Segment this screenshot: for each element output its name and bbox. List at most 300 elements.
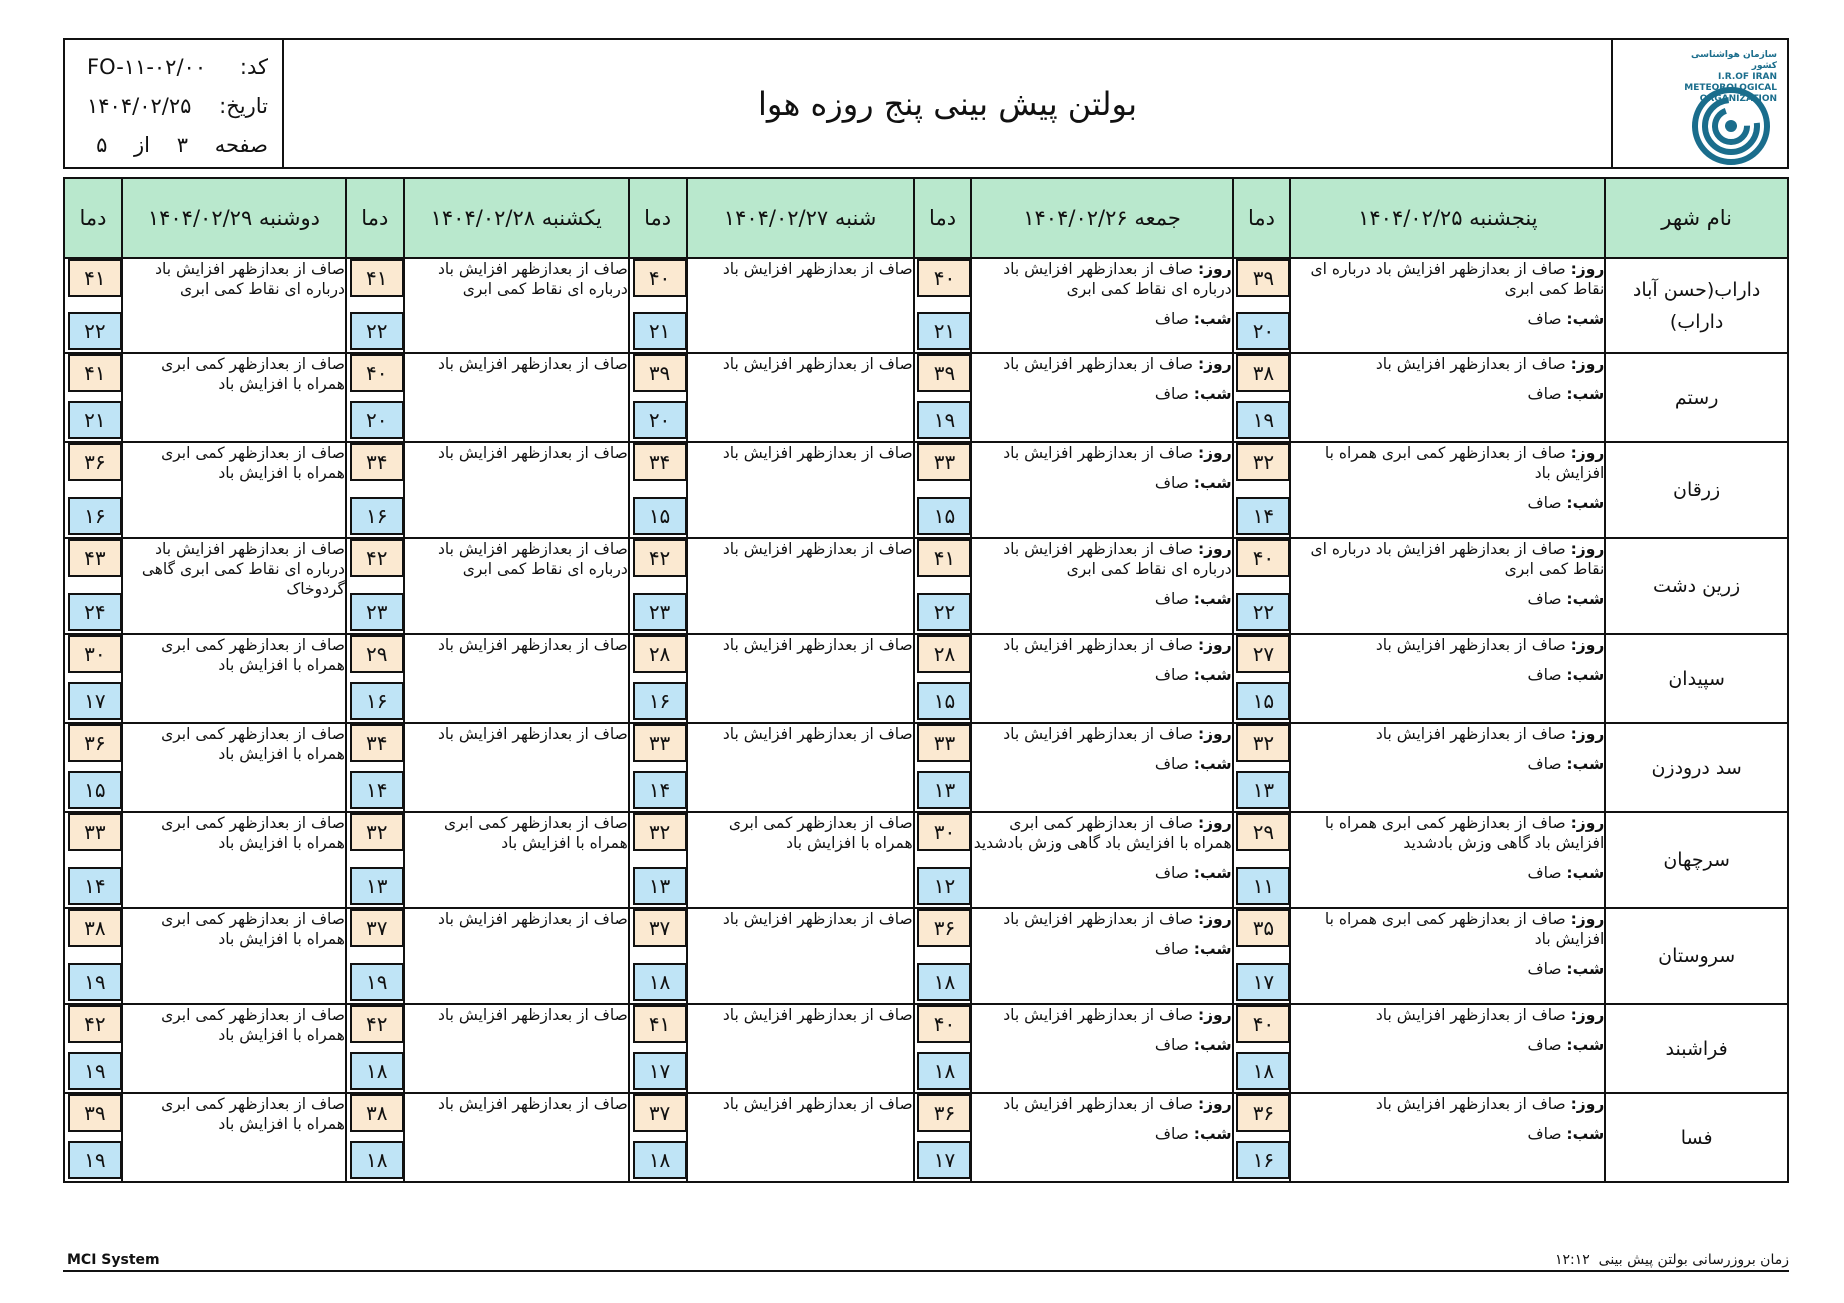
temperature-pair — [630, 724, 686, 809]
day-forecast — [1291, 259, 1604, 299]
night-forecast-text: صاف — [1527, 310, 1562, 328]
day-label: روز: — [1197, 636, 1232, 654]
max-temperature: ۳۹ — [68, 1094, 122, 1132]
max-temperature: ۴۳ — [68, 539, 122, 577]
temperature-pair — [915, 539, 971, 631]
min-temperature: ۱۸ — [917, 1052, 971, 1090]
max-temperature: ۳۳ — [917, 724, 971, 762]
forecast-description — [687, 442, 914, 538]
day-forecast-text: صاف از بعدازظهر افزایش باد — [1375, 355, 1566, 373]
temperature-cell — [914, 1004, 972, 1093]
night-label: شب: — [1193, 940, 1232, 958]
day-forecast — [1291, 724, 1604, 744]
min-temperature: ۱۲ — [917, 867, 971, 905]
temperature-cell — [1233, 538, 1291, 634]
night-forecast — [1291, 1124, 1604, 1144]
min-temperature: ۱۹ — [68, 1141, 122, 1179]
temperature-cell — [1233, 1004, 1291, 1093]
page-title: بولتن پیش بینی پنج روزه هوا — [758, 84, 1137, 123]
min-temperature: ۱۸ — [633, 963, 687, 1001]
temperature-cell — [346, 1004, 404, 1093]
meteorological-organization-logo-icon — [1691, 86, 1771, 166]
forecast-description — [687, 258, 914, 353]
night-forecast-text: صاف — [1154, 1036, 1189, 1054]
max-temperature: ۳۸ — [68, 909, 122, 947]
temperature-pair — [1234, 813, 1290, 905]
max-temperature: ۲۹ — [1236, 813, 1290, 851]
max-temperature: ۳۶ — [917, 909, 971, 947]
max-temperature: ۳۶ — [68, 724, 122, 762]
min-temperature: ۲۰ — [633, 401, 687, 439]
forecast-description — [122, 723, 346, 812]
system-name: MCI System — [67, 1252, 160, 1268]
temperature-pair — [347, 354, 403, 439]
temperature-cell — [64, 1093, 122, 1182]
temp-column-header: دما — [1233, 178, 1291, 258]
max-temperature: ۲۷ — [1236, 635, 1290, 673]
min-temperature: ۱۷ — [633, 1052, 687, 1090]
day-forecast-text: صاف از بعدازظهر افزایش باد — [1375, 725, 1566, 743]
city-name: فسا — [1605, 1093, 1788, 1182]
min-temperature: ۱۵ — [917, 682, 971, 720]
day-night-forecast — [1291, 259, 1604, 329]
min-temperature: ۱۸ — [350, 1052, 404, 1090]
temperature-pair — [630, 1005, 686, 1090]
day-label: روز: — [1197, 355, 1232, 373]
temperature-pair — [347, 259, 403, 350]
night-forecast — [972, 384, 1231, 404]
day-label: روز: — [1570, 355, 1605, 373]
temperature-cell — [914, 538, 972, 634]
night-label: شب: — [1193, 385, 1232, 403]
logo-text: سازمان هواشناسی کشور I.R.OF IRAN METEOROLOGICAL ORGANIZATION — [1684, 50, 1777, 104]
day-forecast — [972, 259, 1231, 299]
temperature-cell — [629, 634, 687, 723]
temperature-pair — [915, 635, 971, 720]
min-temperature: ۱۱ — [1236, 867, 1290, 905]
max-temperature: ۳۲ — [1236, 443, 1290, 481]
night-label: شب: — [1566, 494, 1605, 512]
forecast-description — [122, 538, 346, 634]
min-temperature: ۲۲ — [917, 593, 971, 631]
temperature-pair — [65, 1094, 121, 1179]
min-temperature: ۱۶ — [350, 497, 404, 535]
forecast-text: صاف از بعدازظهر افزایش باد — [722, 636, 913, 654]
forecast-text: صاف از بعدازظهر افزایش باد — [722, 1095, 913, 1113]
temperature-cell — [346, 538, 404, 634]
temperature-cell — [64, 258, 122, 353]
max-temperature: ۴۲ — [350, 1005, 404, 1043]
day-label: روز: — [1570, 910, 1605, 928]
day-forecast-text: صاف از بعدازظهر کمی ابری همراه با افزایش باد — [1324, 910, 1605, 948]
min-temperature: ۱۸ — [633, 1141, 687, 1179]
night-forecast — [1291, 493, 1604, 513]
max-temperature: ۴۰ — [1236, 1005, 1290, 1043]
temperature-cell — [346, 634, 404, 723]
forecast-text: صاف از بعدازظهر افزایش باد — [437, 636, 628, 654]
temperature-pair — [347, 635, 403, 720]
night-label: شب: — [1566, 590, 1605, 608]
city-name: سروستان — [1605, 908, 1788, 1004]
day-label: روز: — [1570, 444, 1605, 462]
day-forecast — [1291, 1094, 1604, 1114]
min-temperature: ۱۹ — [1236, 401, 1290, 439]
temperature-cell — [64, 634, 122, 723]
max-temperature: ۳۹ — [917, 354, 971, 392]
max-temperature: ۳۰ — [917, 813, 971, 851]
night-label: شب: — [1566, 666, 1605, 684]
temperature-pair — [1234, 539, 1290, 631]
min-temperature: ۱۴ — [1236, 497, 1290, 535]
min-temperature: ۱۵ — [633, 497, 687, 535]
max-temperature: ۳۹ — [633, 354, 687, 392]
temperature-cell — [1233, 634, 1291, 723]
day-forecast-text: صاف از بعدازظهر افزایش باد — [1003, 725, 1193, 743]
night-forecast — [972, 1035, 1231, 1055]
min-temperature: ۱۵ — [1236, 682, 1290, 720]
day-forecast — [972, 354, 1231, 374]
forecast-description — [1290, 353, 1605, 442]
temperature-pair — [1234, 1094, 1290, 1179]
max-temperature: ۴۲ — [350, 539, 404, 577]
night-forecast-text: صاف — [1527, 960, 1562, 978]
temperature-cell — [914, 442, 972, 538]
temperature-cell — [64, 1004, 122, 1093]
day-label: روز: — [1197, 814, 1232, 832]
max-temperature: ۳۲ — [350, 813, 404, 851]
day-forecast — [972, 539, 1231, 579]
forecast-description — [687, 812, 914, 908]
max-temperature: ۴۰ — [350, 354, 404, 392]
temp-column-header: دما — [914, 178, 972, 258]
temperature-cell — [914, 258, 972, 353]
min-temperature: ۱۸ — [1236, 1052, 1290, 1090]
city-name: سد درودزن — [1605, 723, 1788, 812]
night-forecast — [972, 939, 1231, 959]
date-label: تاریخ: — [219, 94, 268, 118]
day-label: روز: — [1570, 260, 1605, 278]
max-temperature: ۳۷ — [633, 909, 687, 947]
night-forecast — [1291, 589, 1604, 609]
night-label: شب: — [1193, 474, 1232, 492]
night-forecast-text: صاف — [1154, 864, 1189, 882]
table-row — [64, 442, 1788, 538]
max-temperature: ۳۲ — [633, 813, 687, 851]
night-forecast — [1291, 959, 1604, 979]
forecast-text: صاف از بعدازظهر افزایش باد — [722, 1006, 913, 1024]
forecast-text: صاف از بعدازظهر افزایش باد درباره ای نقاط کمی ابری گاهی گردوخاک — [141, 540, 345, 598]
max-temperature: ۳۶ — [68, 443, 122, 481]
min-temperature: ۱۷ — [1236, 963, 1290, 1001]
day-forecast-text: صاف از بعدازظهر کمی ابری همراه با افزایش باد — [1324, 444, 1605, 482]
forecast-description — [1290, 442, 1605, 538]
day-forecast — [1291, 635, 1604, 655]
min-temperature: ۲۰ — [350, 401, 404, 439]
temperature-pair — [65, 813, 121, 905]
day-night-forecast — [972, 635, 1231, 685]
forecast-description — [1290, 258, 1605, 353]
min-temperature: ۱۶ — [350, 682, 404, 720]
day-column-header: پنجشنبه ۱۴۰۴/۰۲/۲۵ — [1290, 178, 1605, 258]
forecast-description — [404, 1004, 629, 1093]
temperature-cell — [346, 723, 404, 812]
table-body — [64, 258, 1788, 1182]
night-label: شب: — [1566, 960, 1605, 978]
forecast-text: صاف از بعدازظهر کمی ابری همراه با افزایش باد — [161, 1095, 345, 1133]
min-temperature: ۱۶ — [68, 497, 122, 535]
max-temperature: ۳۳ — [917, 443, 971, 481]
forecast-text: صاف از بعدازظهر افزایش باد — [437, 355, 628, 373]
night-forecast — [972, 863, 1231, 883]
temperature-cell — [629, 1093, 687, 1182]
forecast-description — [404, 353, 629, 442]
min-temperature: ۱۹ — [917, 401, 971, 439]
forecast-description — [1290, 812, 1605, 908]
day-label: روز: — [1570, 1095, 1605, 1113]
day-forecast-text: صاف از بعدازظهر افزایش باد — [1003, 1006, 1193, 1024]
min-temperature: ۱۵ — [917, 497, 971, 535]
temperature-pair — [630, 813, 686, 905]
temperature-pair — [1234, 443, 1290, 535]
day-forecast — [1291, 354, 1604, 374]
table-row — [64, 1093, 1788, 1182]
day-night-forecast — [972, 1005, 1231, 1055]
temperature-pair — [65, 354, 121, 439]
forecast-description — [1290, 538, 1605, 634]
forecast-description — [687, 1093, 914, 1182]
max-temperature: ۴۲ — [633, 539, 687, 577]
forecast-description — [971, 812, 1232, 908]
forecast-description — [1290, 723, 1605, 812]
day-forecast — [972, 635, 1231, 655]
temperature-cell — [914, 812, 972, 908]
temperature-pair — [1234, 354, 1290, 439]
city-name: زرین دشت — [1605, 538, 1788, 634]
day-forecast-text: صاف از بعدازظهر افزایش باد — [1375, 1006, 1566, 1024]
temperature-pair — [630, 443, 686, 535]
min-temperature: ۲۱ — [917, 312, 971, 350]
temperature-pair — [630, 354, 686, 439]
forecast-text: صاف از بعدازظهر کمی ابری همراه با افزایش باد — [161, 814, 345, 852]
max-temperature: ۳۵ — [1236, 909, 1290, 947]
date-value: ۱۴۰۴/۰۲/۲۵ — [87, 94, 192, 118]
night-forecast-text: صاف — [1527, 864, 1562, 882]
min-temperature: ۲۳ — [633, 593, 687, 631]
night-forecast — [1291, 754, 1604, 774]
forecast-description — [1290, 1004, 1605, 1093]
forecast-text: صاف از بعدازظهر افزایش باد درباره ای نقاط کمی ابری — [437, 540, 628, 578]
temperature-pair — [65, 635, 121, 720]
temperature-pair — [347, 909, 403, 1001]
night-forecast-text: صاف — [1154, 755, 1189, 773]
min-temperature: ۱۷ — [917, 1141, 971, 1179]
day-forecast — [1291, 1005, 1604, 1025]
day-column-header: شنبه ۱۴۰۴/۰۲/۲۷ — [687, 178, 914, 258]
forecast-description — [404, 723, 629, 812]
night-label: شب: — [1566, 1125, 1605, 1143]
temperature-cell — [1233, 1093, 1291, 1182]
forecast-description — [122, 1004, 346, 1093]
day-forecast — [1291, 813, 1604, 853]
temperature-pair — [347, 1094, 403, 1179]
max-temperature: ۴۱ — [68, 354, 122, 392]
day-forecast — [972, 724, 1231, 744]
forecast-table — [63, 177, 1789, 1183]
night-forecast — [972, 473, 1231, 493]
night-forecast-text: صاف — [1527, 666, 1562, 684]
temperature-pair — [65, 539, 121, 631]
table-row — [64, 1004, 1788, 1093]
temperature-cell — [346, 442, 404, 538]
forecast-text: صاف از بعدازظهر کمی ابری همراه با افزایش باد — [161, 636, 345, 674]
min-temperature: ۱۹ — [350, 963, 404, 1001]
night-label: شب: — [1193, 755, 1232, 773]
forecast-description — [687, 538, 914, 634]
temperature-cell — [629, 258, 687, 353]
min-temperature: ۲۴ — [68, 593, 122, 631]
update-time: زمان بروزرسانی بولتن پیش بینی ۱۲:۱۲ — [1554, 1252, 1789, 1268]
temperature-pair — [65, 259, 121, 350]
temperature-pair — [915, 1094, 971, 1179]
night-forecast — [972, 589, 1231, 609]
forecast-description — [122, 442, 346, 538]
day-forecast — [972, 1005, 1231, 1025]
temperature-cell — [1233, 442, 1291, 538]
day-night-forecast — [972, 1094, 1231, 1144]
day-night-forecast — [972, 354, 1231, 404]
temperature-pair — [347, 724, 403, 809]
forecast-description — [971, 1004, 1232, 1093]
day-label: روز: — [1570, 540, 1605, 558]
forecast-description — [122, 258, 346, 353]
night-label: شب: — [1193, 1036, 1232, 1054]
day-night-forecast — [1291, 1094, 1604, 1144]
night-label: شب: — [1566, 755, 1605, 773]
forecast-description — [404, 538, 629, 634]
table-row — [64, 812, 1788, 908]
max-temperature: ۳۷ — [633, 1094, 687, 1132]
forecast-description — [404, 908, 629, 1004]
forecast-text: صاف از بعدازظهر افزایش باد درباره ای نقاط کمی ابری — [155, 260, 345, 298]
max-temperature: ۴۰ — [917, 1005, 971, 1043]
temperature-cell — [629, 723, 687, 812]
night-label: شب: — [1193, 666, 1232, 684]
max-temperature: ۴۱ — [350, 259, 404, 297]
day-night-forecast — [1291, 539, 1604, 609]
min-temperature: ۱۹ — [68, 963, 122, 1001]
day-forecast-text: صاف از بعدازظهر افزایش باد درباره ای نقاط کمی ابری — [1003, 540, 1232, 578]
min-temperature: ۱۸ — [350, 1141, 404, 1179]
min-temperature: ۲۲ — [68, 312, 122, 350]
temperature-cell — [914, 634, 972, 723]
max-temperature: ۲۹ — [350, 635, 404, 673]
temperature-pair — [915, 443, 971, 535]
temperature-cell — [1233, 908, 1291, 1004]
night-forecast-text: صاف — [1154, 940, 1189, 958]
forecast-description — [687, 353, 914, 442]
forecast-text: صاف از بعدازظهر افزایش باد — [437, 444, 628, 462]
table-row — [64, 634, 1788, 723]
day-label: روز: — [1197, 725, 1232, 743]
temperature-cell — [914, 353, 972, 442]
min-temperature: ۱۳ — [350, 867, 404, 905]
day-night-forecast — [972, 539, 1231, 609]
night-label: شب: — [1193, 590, 1232, 608]
max-temperature: ۴۱ — [917, 539, 971, 577]
day-forecast-text: صاف از بعدازظهر افزایش باد درباره ای نقاط کمی ابری — [1003, 260, 1232, 298]
day-night-forecast — [1291, 635, 1604, 685]
table-row — [64, 353, 1788, 442]
day-label: روز: — [1197, 540, 1232, 558]
forecast-description — [122, 812, 346, 908]
temperature-pair — [1234, 1005, 1290, 1090]
temperature-pair — [65, 1005, 121, 1090]
table-row — [64, 723, 1788, 812]
day-label: روز: — [1197, 444, 1232, 462]
forecast-description — [122, 1093, 346, 1182]
temperature-pair — [630, 259, 686, 350]
forecast-text: صاف از بعدازظهر افزایش باد — [722, 355, 913, 373]
table-row — [64, 908, 1788, 1004]
forecast-description — [971, 258, 1232, 353]
forecast-description — [687, 723, 914, 812]
city-name: زرقان — [1605, 442, 1788, 538]
temperature-pair — [915, 909, 971, 1001]
max-temperature: ۳۸ — [1236, 354, 1290, 392]
day-night-forecast — [1291, 909, 1604, 979]
forecast-description — [404, 258, 629, 353]
min-temperature: ۱۶ — [1236, 1141, 1290, 1179]
day-label: روز: — [1197, 1006, 1232, 1024]
min-temperature: ۱۴ — [633, 771, 687, 809]
day-label: روز: — [1197, 910, 1232, 928]
max-temperature: ۳۳ — [68, 813, 122, 851]
forecast-text: صاف از بعدازظهر کمی ابری همراه با افزایش باد — [161, 444, 345, 482]
max-temperature: ۴۱ — [633, 1005, 687, 1043]
day-night-forecast — [972, 909, 1231, 959]
night-forecast — [1291, 863, 1604, 883]
forecast-text: صاف از بعدازظهر کمی ابری همراه با افزایش باد — [161, 1006, 345, 1044]
min-temperature: ۲۱ — [68, 401, 122, 439]
forecast-text: صاف از بعدازظهر افزایش باد — [437, 1006, 628, 1024]
forecast-description — [1290, 1093, 1605, 1182]
temperature-pair — [915, 813, 971, 905]
temperature-pair — [630, 909, 686, 1001]
night-forecast — [972, 1124, 1231, 1144]
document-meta — [65, 40, 284, 167]
day-forecast — [972, 813, 1231, 853]
temperature-pair — [347, 813, 403, 905]
temperature-cell — [914, 908, 972, 1004]
min-temperature: ۲۳ — [350, 593, 404, 631]
night-label: شب: — [1566, 1036, 1605, 1054]
temperature-cell — [1233, 258, 1291, 353]
max-temperature: ۲۸ — [917, 635, 971, 673]
night-forecast-text: صاف — [1154, 310, 1189, 328]
forecast-text: صاف از بعدازظهر افزایش باد — [722, 725, 913, 743]
night-forecast-text: صاف — [1527, 494, 1562, 512]
day-forecast-text: صاف از بعدازظهر افزایش باد — [1003, 1095, 1193, 1113]
night-forecast — [972, 665, 1231, 685]
max-temperature: ۳۹ — [1236, 259, 1290, 297]
day-forecast-text: صاف از بعدازظهر کمی ابری همراه با افزایش باد گاهی وزش بادشدید — [973, 814, 1232, 852]
temperature-pair — [630, 1094, 686, 1179]
day-forecast-text: صاف از بعدازظهر افزایش باد — [1003, 636, 1193, 654]
day-forecast-text: صاف از بعدازظهر افزایش باد — [1003, 444, 1193, 462]
city-name: فراشبند — [1605, 1004, 1788, 1093]
temperature-cell — [629, 908, 687, 1004]
day-forecast — [972, 1094, 1231, 1114]
